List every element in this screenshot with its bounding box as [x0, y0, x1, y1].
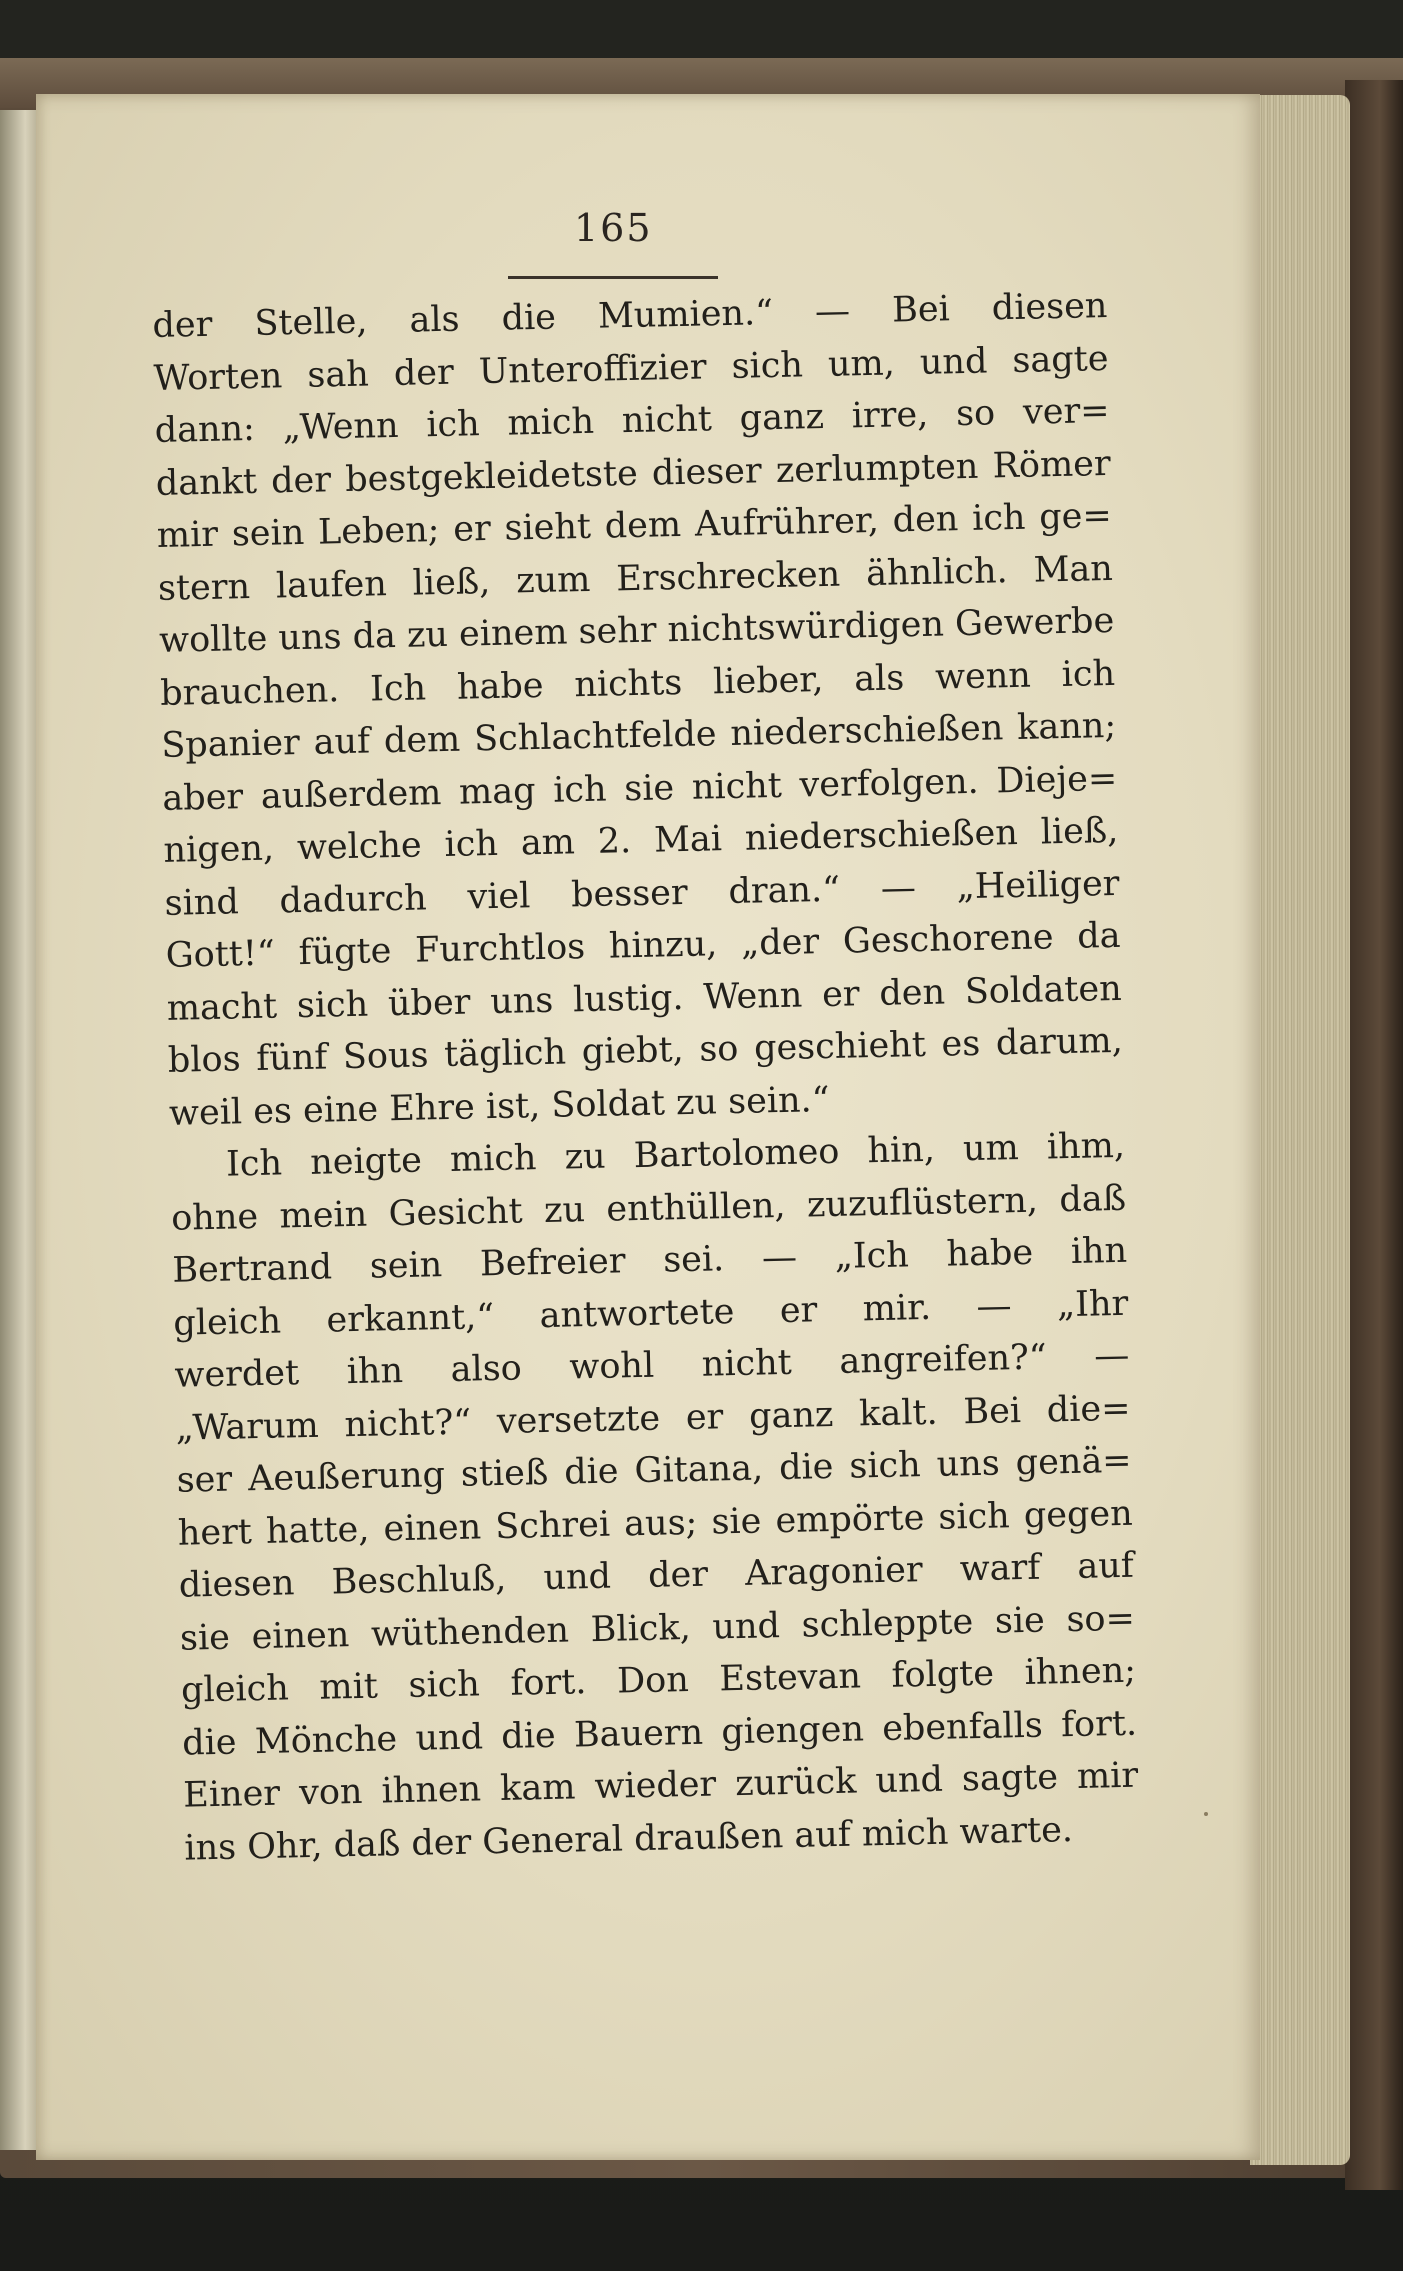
text-line: sind dadurch viel besser dran.“ — „Heiliger: [164, 863, 1120, 924]
text-line: Einer von ihnen kam wieder zurück und sagte mir: [182, 1755, 1139, 1816]
text-line: gleich mit sich fort. Don Estevan folgte ihnen;: [180, 1650, 1137, 1711]
text-line: Bertrand sein Befreier sei. — „Ich habe ihn: [171, 1230, 1128, 1291]
header-rule: [508, 276, 718, 279]
text-line: stern laufen ließ, zum Erschrecken ähnlich. Man: [157, 548, 1114, 609]
text-line: werdet ihn also wohl nicht angreifen?“ —: [174, 1335, 1130, 1396]
paper-speck: [1204, 1812, 1208, 1816]
text-line: aber außerdem mag ich sie nicht verfolgen. Dieje=: [162, 758, 1118, 819]
text-line: macht sich über uns lustig. Wenn er den Soldaten: [166, 968, 1123, 1029]
text-line: ser Aeußerung stieß die Gitana, die sich uns genä=: [176, 1440, 1132, 1501]
page-stack-edges: [1250, 95, 1350, 2165]
text-line: dann: „Wenn ich mich nicht ganz irre, so ver=: [154, 390, 1110, 451]
text-line-paragraph-end: weil es eine Ehre ist, Soldat zu sein.“: [168, 1079, 830, 1134]
text-line: blos fünf Sous täglich giebt, so geschieht es darum,: [167, 1020, 1124, 1081]
text-line: diesen Beschluß, und der Aragonier warf auf: [178, 1545, 1135, 1606]
text-line: dankt der bestgekleidetste dieser zerlumpten Römer: [155, 443, 1112, 504]
text-line: wollte uns da zu einem sehr nichtswürdigen Gewerbe: [158, 600, 1115, 661]
text-line: der Stelle, als die Mumien.“ — Bei diesen: [152, 285, 1108, 346]
book-spine-edge: [1345, 80, 1403, 2190]
text-line: gleich erkannt,“ antwortete er mir. — „Ihr: [173, 1283, 1129, 1344]
text-line: Gott!“ fügte Furchtlos hinzu, „der Geschorene da: [165, 915, 1121, 976]
text-line: Spanier auf dem Schlachtfelde niederschießen kann;: [160, 705, 1117, 766]
text-line-paragraph-start: Ich neigte mich zu Bartolomeo hin, um ihm,: [225, 1125, 1126, 1185]
text-line: Worten sah der Unteroffizier sich um, und sagte: [153, 338, 1109, 399]
page-number: 165: [574, 206, 653, 250]
text-line: nigen, welche ich am 2. Mai niederschießen ließ,: [163, 810, 1119, 871]
text-line: die Mönche und die Bauern giengen ebenfalls fort.: [181, 1703, 1138, 1764]
text-line: sie einen wüthenden Blick, und schleppte sie so=: [179, 1598, 1136, 1659]
text-line: „Warum nicht?“ versetzte er ganz kalt. Bei die=: [175, 1388, 1131, 1449]
left-page-edge: [0, 110, 36, 2150]
text-line: ins Ohr, daß der General draußen auf mich warte.: [184, 1809, 1074, 1869]
text-line: hert hatte, einen Schrei aus; sie empörte sich gegen: [177, 1493, 1134, 1554]
text-line: brauchen. Ich habe nichts lieber, als wenn ich: [159, 653, 1116, 714]
text-line: mir sein Leben; er sieht dem Aufrührer, den ich ge=: [156, 495, 1113, 556]
body-text: [152, 280, 1140, 1875]
text-line: ohne mein Gesicht zu enthüllen, zuzuflüstern, daß: [170, 1178, 1127, 1239]
